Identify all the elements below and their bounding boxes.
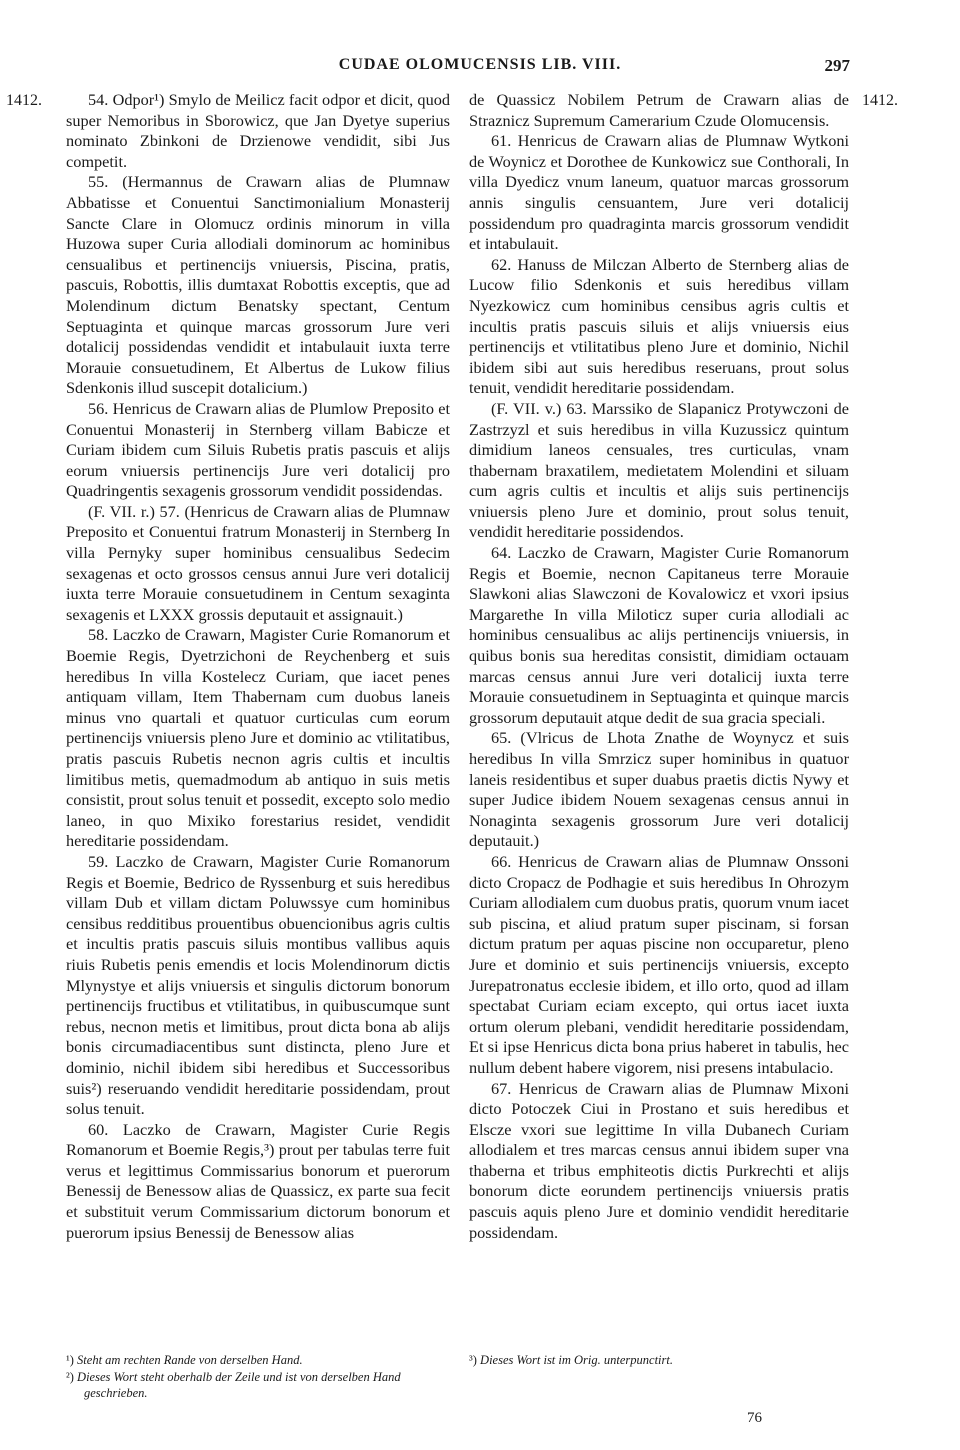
margin-year-left: 1412. bbox=[6, 92, 42, 109]
entry-60-continued: de Quassicz Nobilem Petrum de Crawarn alias de Straznicz Supremum Camerarium Czude Olomucensis. bbox=[469, 90, 849, 130]
entry-66: 66. Henricus de Crawarn alias de Plumnaw Onssoni dicto Cropacz de Podhagie et suis heredibus In Ohrozym Curiam allodialem cum duobus pratis, quorum vnum iacet sub piscina, et aliud pratum super piscinam, si forsan dictum pratum per aquas piscine non occuparetur, pleno Jure et dominio et suis pertinencijs vniuersis, excepto Jurepatronatus ecclesie ibidem, et illo orto, quod ad illam spectabat Curiam eciam excepto, qui ortus iacet iuxta ortum olerum plebani, vendidit hereditarie possidendam, Et si ipse Henricus dicta bona prius haberet in tabulis, hec nullum debent habere vigorem, nisi presens intabulacio. bbox=[469, 851, 849, 1077]
entry-61: 61. Henricus de Crawarn alias de Plumnaw Wytkoni de Woynicz et Dorothee de Kunkowicz sue Conthorali, In villa Dyedicz vnum laneum, quatuor marcas grossorum annis singulis censuantem, Jure veri dotalicij possidendum pro quadraginta marcis grossorum vendidit et intabulauit. bbox=[469, 131, 849, 254]
footnotes-left bbox=[66, 1352, 450, 1402]
entry-67: 67. Henricus de Crawarn alias de Plumnaw Mixoni dicto Potoczek Ciui in Prostano et suis heredibus et Elscze vxori sue legittime In villa Dubanech Curiam allodialem et tres marcas census annui ibidem super vna thaberna et tribus emphiteotis dictis Purkrechti et alijs bonorum dicte eorundem pertinencijs vniuersis pratis pascuis aquis pleno Jure et dominio vendidit hereditarie possidendam. bbox=[469, 1078, 849, 1242]
footnote-3-text: Dieses Wort ist im Orig. unterpunctirt. bbox=[480, 1353, 673, 1367]
entry-56: 56. Henricus de Crawarn alias de Plumlow Preposito et Conuentui Monasterij in Sternberg villam Babicze et Curiam ibidem cum Siluis Rubetis pratis pascuis et alijs eorum vniuersis pertinencijs Jure veri dotalicij pro Quadringentis sexagenis grossorum vendidit possidendas. bbox=[66, 398, 450, 501]
right-column bbox=[469, 90, 849, 1243]
footnote-1 bbox=[66, 1352, 450, 1369]
printer-signature: 76 bbox=[747, 1410, 762, 1426]
entry-60: 60. Laczko de Crawarn, Magister Curie Regis Romanorum et Boemie Regis,³) prout per tabulas terre fuit verus et legittimus Commissarius bonorum et puerorum Benessij de Benessow alias de Quassicz, ex parte sua fecit et substituit verum Commissarium dictorum bonorum et puerorum ipsius Benessij de Benessow alias bbox=[66, 1119, 450, 1242]
entry-62: 62. Hanuss de Milczan Alberto de Sternberg alias de Lucow filio Sdenkonis et suis heredibus villam Nyezkowicz cum hominibus censibus agris cultis et incultis pratis pascuis siluis et alijs vniuersis eius pertinencijs et vtilitatibus pleno Jure et dominio, Nichil ibidem sibi aut suis heredibus reseruans, prout solus tenuit, vendidit hereditarie possidendam. bbox=[469, 254, 849, 398]
entry-59: 59. Laczko de Crawarn, Magister Curie Romanorum Regis et Boemie, Bedrico de Ryssenburg et suis heredibus villam Dub et villam dictam Poluwssye cum hominibus censibus redditibus prouentibus obuencionibus agris cultis et incultis pratis pascuis siluis montibus vallibus aquis riuis Rubetis penis emendis et locis Molendinorum dictis Mlynystye et alijs vniuersis et singulis dictorum bonorum pertinencijs fructibus et vtilitatibus, in quibuscumque sunt rebus, necnon metis et limitibus, prout dicta bona ab alijs bonis circumadiacentibus sunt distincta, pleno Jure et dominio, nichil ibidem sibi heredibus et Successoribus suis²) reseruando vendidit hereditarie possidendam, prout solus tenuit. bbox=[66, 851, 450, 1119]
footnote-3 bbox=[469, 1352, 849, 1369]
footnote-2-mark: ²) bbox=[66, 1369, 74, 1384]
entry-58: 58. Laczko de Crawarn, Magister Curie Romanorum et Boemie Regis, Dyetrzichoni de Reychenberg et suis heredibus In villa Kostelecz Curiam, que iacet penes antiquam villam, Item Thabernam cum duobus laneis minus vno quartali et quatuor curticulas cum eorum pertinencijs vniuersis pleno Jure et dominio ac vtilitatibus, pratis pascuis Rubetis necnon agris cultis et incultis limitibus metis, quemadmodum ab antiquo in suis metis consistit, prout solus tenuit et possedit, excepto solo medio laneo, in quo Mixiko forestarius residet, vendidit hereditarie possidendam. bbox=[66, 625, 450, 851]
entry-57: (F. VII. r.) 57. (Henricus de Crawarn alias de Plumnaw Preposito et Conuentui fratrum Monasterij in Sternberg In villa Pernyky super hominibus censualibus Sedecim sexagenas et octo grossos census annui Jure veri dotalicij iuxta terre Morauie consuetudinem in Centum sexaginta sexagenis et LXXX grossis deputauit et assignauit.) bbox=[66, 501, 450, 624]
entry-64: 64. Laczko de Crawarn, Magister Curie Romanorum Regis et Boemie, necnon Capitaneus terre Morauie Slawkoni alias Slawczoni de Kovalowicz et vxori ipsius Margarethe In villa Miloticz super curia allodiali ac hominibus censualibus ac alijs pertinencijs vniuersis, in quibus bonis sua hereditas consistit, dimidiam octauam marcas census annui Jure veri dotalicij iuxta terre Morauie consuetudinem in Septuaginta et quinque marcis grossorum deputauit atque dedit de sua gracia speciali. bbox=[469, 543, 849, 727]
footnote-2-text: Dieses Wort steht oberhalb der Zeile und ist von derselben Hand geschrieben. bbox=[77, 1369, 401, 1400]
entry-55: 55. (Hermannus de Crawarn alias de Plumnaw Abbatisse et Conuentui Sanctimonialium Monasterij Sancte Clare in Olomucz ordinis minorum in villa Huzowa super Curia allodiali dominorum ac hominibus censualibus et pertinencijs vniuersis, Piscina, pratis, pascuis, Robottis, illis dumtaxat Robottis exceptis, que ad Molendinum dictum Benatsky spectant, Centum Septuaginta et quinque marcas grossorum Jure veri dotalicij possidendas vendidit et intabulauit iuxta terre Morauie consuetudinem, Et Albertus de Lukow filius Sdenkonis illud suscepit dotalicium.) bbox=[66, 172, 450, 398]
running-title: CUDAE OLOMUCENSIS LIB. VIII. bbox=[338, 56, 622, 73]
page-number: 297 bbox=[824, 56, 850, 75]
footnote-1-text: Steht am rechten Rande von derselben Hand. bbox=[77, 1353, 303, 1367]
entry-54: 54. Odpor¹) Smylo de Meilicz facit odpor et dicit, quod super Nemoribus in Sborowicz, que Jan Dyetye superius nominato Zbinkoni de Drzienowe vendidit, sibi Jus competit. bbox=[66, 90, 450, 171]
footnote-2 bbox=[66, 1369, 450, 1402]
footnote-1-mark: ¹) bbox=[66, 1353, 74, 1367]
entry-63: (F. VII. v.) 63. Marssiko de Slapanicz Protywczoni de Zastrzyzl et suis heredibus in villa Kuzussicz quintum dimidium laneos censuales, tres curticulas, vnam thabernam braxatilem, medietatem Molendini et siluam cum agris cultis et incultis et alijs suis pertinencijs vniuersis pleno Jure et dominio, prout solus tenuit, vendidit hereditarie possidendos. bbox=[469, 398, 849, 542]
footnote-3-mark: ³) bbox=[469, 1353, 477, 1367]
entry-65: 65. (Vlricus de Lhota Znathe de Woynycz et suis heredibus In villa Smrzicz super hominibus in quatuor laneis residentibus et super duabus praetis dictis Nywy et super Judice ibidem Nouem sexagenas census annui in Nonaginta sexagenis grossorum Jure veri dotalicij deputauit.) bbox=[469, 728, 849, 851]
left-column bbox=[66, 90, 450, 1243]
footnotes-right bbox=[469, 1352, 849, 1369]
margin-year-right: 1412. bbox=[862, 92, 898, 109]
page-header bbox=[0, 56, 960, 80]
